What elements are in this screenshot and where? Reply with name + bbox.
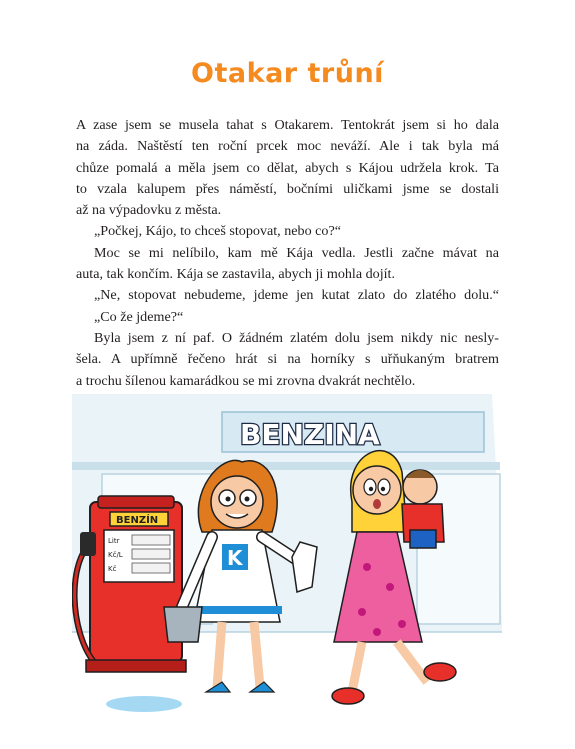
- text-line: auta, tak končím. Kája se zastavila, abych ji mohla dojít.: [76, 266, 395, 283]
- text-line: to vzala kalupem přes náměstí, bočními uličkami jsme se dostali: [76, 180, 499, 197]
- chapter-title: Otakar trůní: [191, 58, 384, 89]
- text-line: až na výpadovku z města.: [76, 202, 222, 219]
- text-line: „Počkej, Kájo, to chceš stopovat, nebo co?“: [94, 223, 341, 240]
- text-line: Byla jsem z ní paf. O žádném zlatém dolu jsem nikdy nic nesly-: [94, 329, 499, 346]
- sweater-letter: K: [227, 546, 243, 570]
- benzina-sign: BENZINA: [240, 418, 380, 451]
- text-line: chůze pomalá a měla jsem co dělat, abych s Kájou udržela krok. Ta: [76, 159, 499, 176]
- pump-row-label: Litr: [108, 537, 120, 545]
- text-line: a trochu šílenou kamarádkou se mi zrovna dvakrát nechtělo.: [76, 372, 416, 389]
- illustration: [72, 392, 502, 722]
- text-line: „Co že jdeme?“: [94, 308, 184, 325]
- text-line: „Ne, stopovat nebudeme, jdeme jen kutat zlato do zlatého dolu.“: [94, 287, 499, 304]
- body-text: [76, 115, 499, 392]
- text-line: šela. A upřímně řečeno hrát si na horníky s uřňukaným bratrem: [76, 351, 499, 368]
- text-line: Moc se mi nelíbilo, kam mě Kája vedla. Jestli začne mávat na: [94, 244, 499, 261]
- pump-label: BENZÍN: [116, 515, 159, 526]
- text-line: na záda. Naštěstí ten roční prcek moc neváží. Ale i tak byla má: [76, 138, 499, 155]
- pump-row-label: Kč: [108, 565, 117, 573]
- pump-row-label: Kč/L: [108, 551, 123, 559]
- text-line: A zase jsem se musela tahat s Otakarem. Tentokrát jsem si ho dala: [76, 117, 499, 133]
